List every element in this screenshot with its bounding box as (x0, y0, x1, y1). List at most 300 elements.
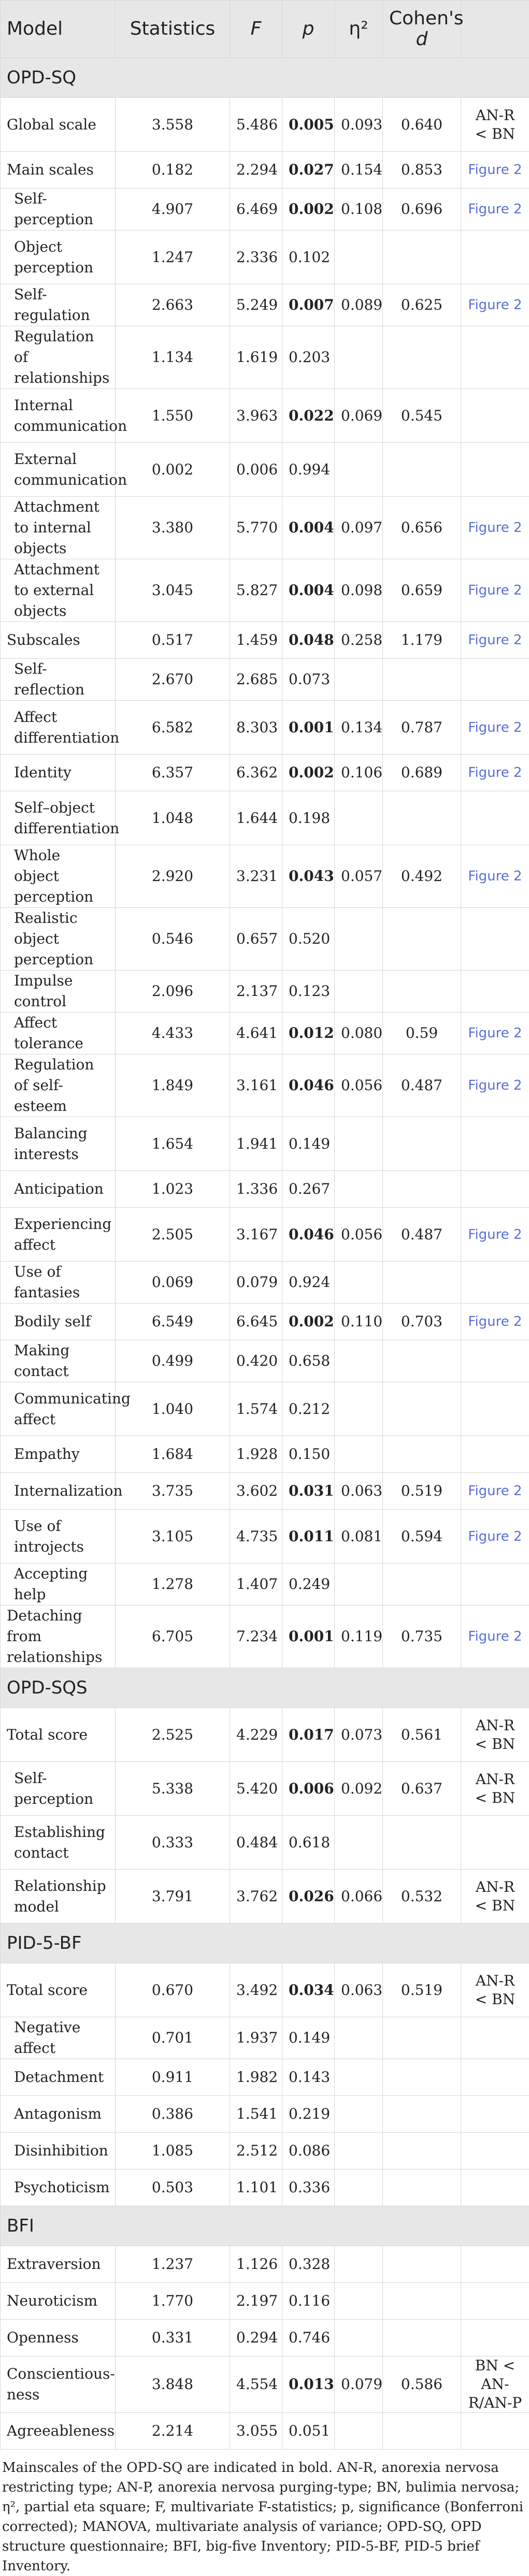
cell-eta: 0.108 (335, 189, 383, 230)
figure-2-link[interactable]: Figure 2 (461, 845, 529, 908)
cell-eta: 0.093 (335, 98, 383, 152)
cell-cohens-d (383, 443, 461, 497)
cell-p: 0.005 (282, 98, 335, 152)
cell-f: 1.336 (230, 1171, 282, 1208)
table-row (1, 755, 529, 791)
cell-p: 0.267 (282, 1171, 335, 1208)
cell-f: 5.827 (230, 559, 282, 622)
figure-2-link[interactable]: Figure 2 (461, 1605, 529, 1668)
figure-2-link[interactable]: Figure 2 (461, 622, 529, 659)
cell-eta (335, 1816, 383, 1870)
header-f: F (230, 1, 282, 58)
cell-group-comparison (461, 2283, 529, 2320)
cell-group-comparison: AN-R < BN (461, 1870, 529, 1923)
cell-statistics: 1.085 (116, 2133, 230, 2169)
cell-eta: 0.063 (335, 1473, 383, 1510)
cell-p: 0.034 (282, 1963, 335, 2017)
cell-group-comparison (461, 2169, 529, 2206)
cell-p: 0.046 (282, 1208, 335, 1262)
cell-eta: 0.079 (335, 2356, 383, 2413)
cell-cohens-d: 0.492 (383, 845, 461, 908)
cell-eta (335, 659, 383, 701)
cell-cohens-d (383, 326, 461, 389)
cell-cohens-d: 0.689 (383, 755, 461, 791)
cell-cohens-d (383, 2133, 461, 2169)
cell-p: 0.017 (282, 1708, 335, 1762)
cell-p: 0.046 (282, 1054, 335, 1117)
cell-p: 0.048 (282, 622, 335, 659)
cell-f: 2.197 (230, 2283, 282, 2320)
cell-cohens-d: 0.656 (383, 497, 461, 559)
row-label: Global scale (1, 98, 116, 152)
table-row (1, 389, 529, 443)
cell-group-comparison (461, 791, 529, 845)
table-row (1, 2096, 529, 2133)
figure-2-link[interactable]: Figure 2 (461, 1208, 529, 1262)
cell-eta (335, 2413, 383, 2450)
cell-eta (335, 2246, 383, 2283)
cell-statistics: 2.214 (116, 2413, 230, 2450)
cell-eta: 0.057 (335, 845, 383, 908)
cell-cohens-d (383, 230, 461, 284)
cell-group-comparison (461, 908, 529, 971)
section-header-row (1, 58, 529, 98)
table-row (1, 230, 529, 284)
cell-cohens-d (383, 1117, 461, 1171)
cell-eta (335, 1564, 383, 1605)
row-label: Total score (1, 1708, 116, 1762)
header-cohens-d-line2: d (416, 28, 428, 50)
cell-cohens-d: 0.787 (383, 701, 461, 755)
row-label: Detaching from relationships (1, 1605, 116, 1668)
cell-statistics: 0.002 (116, 443, 230, 497)
row-label: Whole object perception (1, 845, 116, 908)
cell-p: 0.219 (282, 2096, 335, 2133)
cell-cohens-d: 0.735 (383, 1605, 461, 1668)
cell-statistics: 1.247 (116, 230, 230, 284)
cell-f: 4.554 (230, 2356, 282, 2413)
cell-f: 0.484 (230, 1816, 282, 1870)
cell-eta: 0.063 (335, 1963, 383, 2017)
cell-cohens-d (383, 2059, 461, 2096)
section-title: OPD-SQS (1, 1668, 529, 1708)
cell-eta: 0.110 (335, 1304, 383, 1340)
cell-statistics: 0.499 (116, 1340, 230, 1382)
cell-group-comparison (461, 1262, 529, 1304)
cell-group-comparison (461, 389, 529, 443)
row-label: Balancing interests (1, 1117, 116, 1171)
cell-eta (335, 2169, 383, 2206)
cell-eta (335, 971, 383, 1012)
row-label: Experiencing affect (1, 1208, 116, 1262)
cell-p: 0.022 (282, 389, 335, 443)
figure-2-link[interactable]: Figure 2 (461, 189, 529, 230)
cell-f: 1.126 (230, 2246, 282, 2283)
figure-2-link[interactable]: Figure 2 (461, 559, 529, 622)
table-row (1, 845, 529, 908)
cell-p: 0.012 (282, 1012, 335, 1054)
figure-2-link[interactable]: Figure 2 (461, 755, 529, 791)
cell-p: 0.002 (282, 189, 335, 230)
header-cohens-d (383, 1, 461, 58)
cell-cohens-d (383, 2283, 461, 2320)
table-row (1, 1208, 529, 1262)
cell-statistics: 0.333 (116, 1816, 230, 1870)
cell-eta: 0.080 (335, 1012, 383, 1054)
table-row (1, 1340, 529, 1382)
cell-p: 0.143 (282, 2059, 335, 2096)
cell-statistics: 6.582 (116, 701, 230, 755)
cell-f: 1.101 (230, 2169, 282, 2206)
cell-p: 0.123 (282, 971, 335, 1012)
cell-statistics: 1.849 (116, 1054, 230, 1117)
row-label: Relationship model (1, 1870, 116, 1923)
cell-cohens-d: 0.532 (383, 1870, 461, 1923)
table-row (1, 2320, 529, 2356)
table-row (1, 971, 529, 1012)
cell-statistics: 2.663 (116, 284, 230, 326)
cell-p: 0.002 (282, 1304, 335, 1340)
table-row (1, 1436, 529, 1473)
section-title: OPD-SQ (1, 58, 529, 98)
cell-statistics: 1.048 (116, 791, 230, 845)
cell-cohens-d: 1.179 (383, 622, 461, 659)
cell-eta (335, 791, 383, 845)
cell-cohens-d (383, 2017, 461, 2059)
cell-eta: 0.056 (335, 1054, 383, 1117)
row-label: Use of fantasies (1, 1262, 116, 1304)
cell-group-comparison (461, 2413, 529, 2450)
figure-2-link[interactable]: Figure 2 (461, 1510, 529, 1564)
figure-2-link[interactable]: Figure 2 (461, 284, 529, 326)
cell-p: 0.618 (282, 1816, 335, 1870)
row-label: Anticipation (1, 1171, 116, 1208)
row-label: Extraversion (1, 2246, 116, 2283)
row-label: Regulation of relationships (1, 326, 116, 389)
cell-f: 0.294 (230, 2320, 282, 2356)
table-row (1, 2059, 529, 2096)
cell-eta (335, 2133, 383, 2169)
cell-eta (335, 2017, 383, 2059)
cell-p: 0.102 (282, 230, 335, 284)
cell-f: 2.685 (230, 659, 282, 701)
table-row (1, 791, 529, 845)
cell-p: 0.336 (282, 2169, 335, 2206)
cell-group-comparison (461, 971, 529, 1012)
cell-group-comparison (461, 2320, 529, 2356)
cell-statistics: 4.907 (116, 189, 230, 230)
table-row (1, 622, 529, 659)
cell-statistics: 1.134 (116, 326, 230, 389)
table-row (1, 326, 529, 389)
table-row (1, 559, 529, 622)
cell-cohens-d: 0.696 (383, 189, 461, 230)
cell-f: 2.137 (230, 971, 282, 1012)
row-label: Agreeableness (1, 2413, 116, 2450)
cell-p: 0.116 (282, 2283, 335, 2320)
cell-f: 0.006 (230, 443, 282, 497)
table-row (1, 1510, 529, 1564)
figure-2-link[interactable]: Figure 2 (461, 1473, 529, 1510)
cell-f: 8.303 (230, 701, 282, 755)
cell-group-comparison (461, 2017, 529, 2059)
cell-statistics: 2.096 (116, 971, 230, 1012)
row-label: Disinhibition (1, 2133, 116, 2169)
cell-statistics: 6.549 (116, 1304, 230, 1340)
cell-group-comparison (461, 2059, 529, 2096)
row-label: Empathy (1, 1436, 116, 1473)
cell-cohens-d: 0.594 (383, 1510, 461, 1564)
cell-group-comparison: AN-R < BN (461, 98, 529, 152)
table-row (1, 1564, 529, 1605)
cell-eta (335, 1436, 383, 1473)
section-title: PID-5-BF (1, 1923, 529, 1963)
cell-eta: 0.092 (335, 1762, 383, 1816)
cell-eta (335, 2059, 383, 2096)
cell-cohens-d: 0.487 (383, 1054, 461, 1117)
cell-eta: 0.154 (335, 152, 383, 189)
cell-f: 4.735 (230, 1510, 282, 1564)
cell-statistics: 0.503 (116, 2169, 230, 2206)
cell-statistics: 0.546 (116, 908, 230, 971)
row-label: Attachment to internal objects (1, 497, 116, 559)
cell-statistics: 6.357 (116, 755, 230, 791)
cell-statistics: 6.705 (116, 1605, 230, 1668)
row-label: Self–object differentiation (1, 791, 116, 845)
cell-f: 2.512 (230, 2133, 282, 2169)
cell-p: 0.328 (282, 2246, 335, 2283)
cell-f: 7.234 (230, 1605, 282, 1668)
cell-cohens-d (383, 1436, 461, 1473)
cell-statistics: 1.023 (116, 1171, 230, 1208)
row-label: Attachment to external objects (1, 559, 116, 622)
cell-statistics: 0.670 (116, 1963, 230, 2017)
cell-cohens-d (383, 2320, 461, 2356)
cell-group-comparison (461, 1564, 529, 1605)
cell-statistics: 0.182 (116, 152, 230, 189)
cell-statistics: 3.380 (116, 497, 230, 559)
table-row (1, 659, 529, 701)
figure-2-link[interactable]: Figure 2 (461, 701, 529, 755)
section-header-row (1, 2206, 529, 2246)
cell-p: 0.011 (282, 1510, 335, 1564)
row-label: Affect differentiation (1, 701, 116, 755)
cell-statistics: 3.045 (116, 559, 230, 622)
cell-eta (335, 1262, 383, 1304)
cell-cohens-d (383, 659, 461, 701)
cell-statistics: 0.069 (116, 1262, 230, 1304)
cell-p: 0.150 (282, 1436, 335, 1473)
cell-eta: 0.097 (335, 497, 383, 559)
cell-cohens-d (383, 2096, 461, 2133)
cell-p: 0.073 (282, 659, 335, 701)
cell-p: 0.658 (282, 1340, 335, 1382)
cell-f: 0.420 (230, 1340, 282, 1382)
row-label: Identity (1, 755, 116, 791)
cell-p: 0.001 (282, 1605, 335, 1668)
cell-p: 0.004 (282, 497, 335, 559)
row-label: Realistic object perception (1, 908, 116, 971)
cell-eta: 0.056 (335, 1208, 383, 1262)
cell-cohens-d (383, 1262, 461, 1304)
cell-p: 0.149 (282, 1117, 335, 1171)
cell-f: 0.079 (230, 1262, 282, 1304)
table-row (1, 1012, 529, 1054)
row-label: Self-perception (1, 1762, 116, 1816)
table-body (1, 58, 529, 2450)
cell-cohens-d (383, 1340, 461, 1382)
cell-cohens-d (383, 2169, 461, 2206)
cell-cohens-d (383, 791, 461, 845)
cell-eta (335, 2283, 383, 2320)
cell-statistics: 3.848 (116, 2356, 230, 2413)
cell-p: 0.149 (282, 2017, 335, 2059)
cell-statistics: 0.331 (116, 2320, 230, 2356)
cell-statistics: 1.550 (116, 389, 230, 443)
cell-statistics: 5.338 (116, 1762, 230, 1816)
cell-cohens-d (383, 1171, 461, 1208)
figure-2-link[interactable]: Figure 2 (461, 497, 529, 559)
cell-f: 2.336 (230, 230, 282, 284)
table-row (1, 1870, 529, 1923)
cell-p: 0.031 (282, 1473, 335, 1510)
cell-statistics: 2.670 (116, 659, 230, 701)
cell-cohens-d: 0.59 (383, 1012, 461, 1054)
header-eta: η² (335, 1, 383, 58)
row-label: Psychoticism (1, 2169, 116, 2206)
cell-group-comparison: BN < AN-R/AN-P (461, 2356, 529, 2413)
cell-statistics: 0.517 (116, 622, 230, 659)
cell-f: 1.644 (230, 791, 282, 845)
figure-2-link[interactable]: Figure 2 (461, 1304, 529, 1340)
table-row (1, 1963, 529, 2017)
cell-f: 1.541 (230, 2096, 282, 2133)
cell-p: 0.212 (282, 1382, 335, 1436)
cell-f: 3.055 (230, 2413, 282, 2450)
cell-eta (335, 326, 383, 389)
cell-statistics: 4.433 (116, 1012, 230, 1054)
cell-p: 0.002 (282, 755, 335, 791)
cell-f: 5.486 (230, 98, 282, 152)
cell-group-comparison (461, 2096, 529, 2133)
cell-eta (335, 443, 383, 497)
cell-group-comparison (461, 1436, 529, 1473)
table-row (1, 1473, 529, 1510)
row-label: Internal communication (1, 389, 116, 443)
cell-eta: 0.073 (335, 1708, 383, 1762)
row-label: External communication (1, 443, 116, 497)
table-row (1, 1117, 529, 1171)
figure-2-link[interactable]: Figure 2 (461, 152, 529, 189)
cell-p: 0.006 (282, 1762, 335, 1816)
cell-statistics: 0.911 (116, 2059, 230, 2096)
row-label: Openness (1, 2320, 116, 2356)
table-row (1, 2246, 529, 2283)
cell-f: 1.937 (230, 2017, 282, 2059)
cell-f: 3.963 (230, 389, 282, 443)
row-label: Regulation of self-esteem (1, 1054, 116, 1117)
row-label: Use of introjects (1, 1510, 116, 1564)
cell-eta: 0.119 (335, 1605, 383, 1668)
cell-eta (335, 1117, 383, 1171)
cell-f: 1.928 (230, 1436, 282, 1473)
table-row (1, 2169, 529, 2206)
cell-cohens-d: 0.703 (383, 1304, 461, 1340)
header-p: p (282, 1, 335, 58)
cell-eta: 0.089 (335, 284, 383, 326)
figure-2-link[interactable]: Figure 2 (461, 1054, 529, 1117)
row-label: Impulse control (1, 971, 116, 1012)
cell-cohens-d: 0.545 (383, 389, 461, 443)
cell-f: 1.574 (230, 1382, 282, 1436)
cell-eta (335, 2320, 383, 2356)
cell-p: 0.746 (282, 2320, 335, 2356)
cell-group-comparison (461, 2133, 529, 2169)
cell-eta (335, 230, 383, 284)
row-label: Self-regulation (1, 284, 116, 326)
cell-p: 0.007 (282, 284, 335, 326)
table-row (1, 2283, 529, 2320)
cell-statistics: 3.735 (116, 1473, 230, 1510)
table-row (1, 908, 529, 971)
header-group (461, 1, 529, 58)
row-label: Neuroticism (1, 2283, 116, 2320)
cell-statistics: 3.791 (116, 1870, 230, 1923)
row-label: Bodily self (1, 1304, 116, 1340)
cell-statistics: 1.770 (116, 2283, 230, 2320)
cell-cohens-d: 0.487 (383, 1208, 461, 1262)
cell-eta (335, 1340, 383, 1382)
cell-cohens-d: 0.625 (383, 284, 461, 326)
cell-statistics: 1.684 (116, 1436, 230, 1473)
figure-2-link[interactable]: Figure 2 (461, 1012, 529, 1054)
cell-p: 0.249 (282, 1564, 335, 1605)
cell-cohens-d: 0.853 (383, 152, 461, 189)
cell-statistics: 3.105 (116, 1510, 230, 1564)
cell-p: 0.203 (282, 326, 335, 389)
header-statistics: Statistics (116, 1, 230, 58)
cell-group-comparison (461, 1382, 529, 1436)
cell-f: 1.982 (230, 2059, 282, 2096)
cell-eta: 0.066 (335, 1870, 383, 1923)
cell-eta: 0.098 (335, 559, 383, 622)
cell-f: 1.407 (230, 1564, 282, 1605)
cell-f: 5.249 (230, 284, 282, 326)
cell-group-comparison (461, 1816, 529, 1870)
table-row (1, 1171, 529, 1208)
table-row (1, 98, 529, 152)
cell-p: 0.198 (282, 791, 335, 845)
cell-statistics: 1.237 (116, 2246, 230, 2283)
cell-f: 3.231 (230, 845, 282, 908)
cell-cohens-d: 0.561 (383, 1708, 461, 1762)
cell-statistics: 2.525 (116, 1708, 230, 1762)
cell-eta: 0.069 (335, 389, 383, 443)
cell-cohens-d (383, 971, 461, 1012)
row-label: Making contact (1, 1340, 116, 1382)
cell-group-comparison (461, 326, 529, 389)
table-footnote: Mainscales of the OPD-SQ are indicated in bold. AN-R, anorexia nervosa restricting type; AN-P, anorexia nervosa purging-type; BN, bulimia nervosa; η², partial eta square; F, multivariate F-statistics; p, significance (Bonferroni corrected); MANOVA, multivariate analysis of variance; OPD-SQ, OPD structure questionnaire; BFI, big-five Inventory; PID-5-BF, PID-5 brief Inventory. (0, 2450, 529, 2576)
cell-cohens-d (383, 2246, 461, 2283)
cell-group-comparison: AN-R < BN (461, 1762, 529, 1816)
table-row (1, 1762, 529, 1816)
row-label: Affect tolerance (1, 1012, 116, 1054)
table-row (1, 152, 529, 189)
table-row (1, 1708, 529, 1762)
table-row (1, 189, 529, 230)
cell-group-comparison (461, 1340, 529, 1382)
row-label: Self-perception (1, 189, 116, 230)
